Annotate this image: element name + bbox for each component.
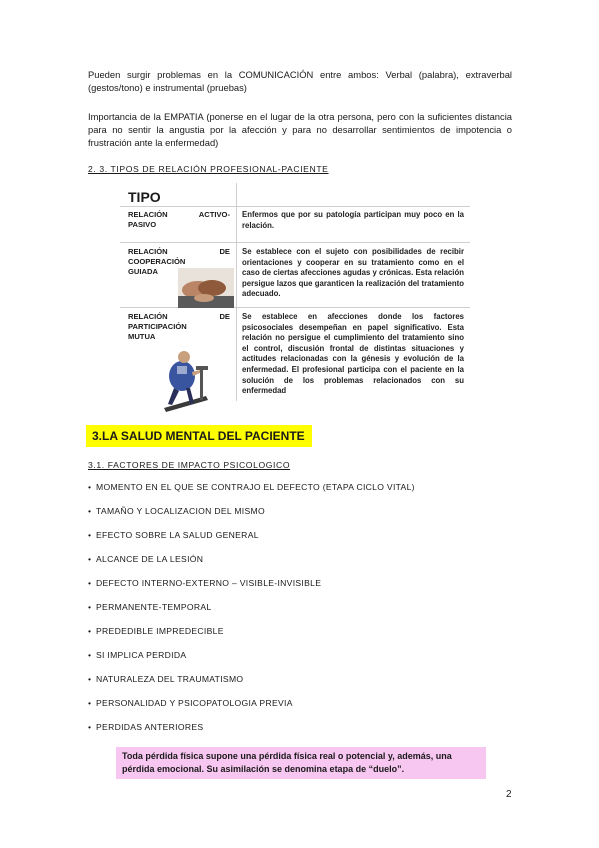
list-item-text: PERMANENTE-TEMPORAL [96,602,212,612]
row-label-line: PARTICIPACIÓN [128,322,187,331]
list-item-text: EFECTO SOBRE LA SALUD GENERAL [96,530,259,540]
list-item-text: TAMAÑO Y LOCALIZACION DEL MISMO [96,506,265,516]
list-item [88,578,321,588]
bullet-marker: • [88,482,92,492]
treadmill-man-illustration [156,346,214,412]
intro-paragraph-empathy: Importancia de la EMPATIA (ponerse en el lugar de la otra persona, pero con la suficientes distancia para no sentir la angustia por la afección y para no desarrollar sentimientos de impotencia o frustración ante la enfermedad) [88,111,512,148]
page-number: 2 [506,789,512,800]
list-item-text: PERSONALIDAD Y PSICOPATOLOGIA PREVIA [96,698,293,708]
table-rule [120,242,470,243]
row-label-line: COOPERACIÓN [128,257,186,266]
list-item [88,602,212,612]
row-description: Enfermos que por su patología participan muy poco en la relación. [242,210,464,230]
list-item-text: PREDEDIBLE IMPREDECIBLE [96,626,224,636]
list-item [88,626,224,636]
list-item-text: NATURALEZA DEL TRAUMATISMO [96,674,244,684]
hands-illustration [178,268,234,308]
bullet-marker: • [88,626,92,636]
intro-paragraph-communication: Pueden surgir problemas en la COMUNICACIÓN entre ambos: Verbal (palabra), extraverbal (gestos/tono) e instrumental (pruebas) [88,69,512,93]
section-2-3-title: 2. 3. TIPOS DE RELACIÓN PROFESIONAL-PACIENTE [88,164,329,174]
row-label-line: RELACIÓN DE [128,247,230,256]
bullet-marker: • [88,578,92,588]
section-3-1-title: 3.1. FACTORES DE IMPACTO PSICOLOGICO [88,460,291,470]
list-item [88,650,186,660]
bullet-marker: • [88,554,92,564]
list-item-text: PERDIDAS ANTERIORES [96,722,204,732]
table-rule [120,307,470,308]
bullet-marker: • [88,602,92,612]
table-row [120,247,470,309]
list-item [88,722,203,732]
bullet-marker: • [88,530,92,540]
grief-note-text: Toda pérdida física supone una pérdida física real o potencial y, además, una pérdida emocional. Su asimilación se denomina etapa de “duelo”. [122,751,452,774]
row-description: Se establece en afecciones donde los factores psicosociales desempeñan en papel significativo. Esta relación no persigue el cumplimiento del tratamiento sino el control, discusión frontal de distintas situaciones y actitudes relacionadas con la génesis y evolución de la enfermedad. El profesional participa con el paciente en la solución de los problemas relacionados con su enfermedad [242,312,464,396]
list-item [88,506,265,516]
list-item-text: MOMENTO EN EL QUE SE CONTRAJO EL DEFECTO (ETAPA CICLO VITAL) [96,482,415,492]
section-3-heading-highlight [86,425,312,447]
list-item [88,530,259,540]
row-label-line: PASIVO [128,220,157,229]
row-label-line: GUIADA [128,267,158,276]
bullet-marker: • [88,698,92,708]
list-item-text: SI IMPLICA PERDIDA [96,650,187,660]
bullet-marker: • [88,650,92,660]
row-label-line: MUTUA [128,332,156,341]
list-item-text: ALCANCE DE LA LESIÓN [96,554,204,564]
list-item [88,482,415,492]
bullet-marker: • [88,674,92,684]
list-item [88,554,203,564]
list-item [88,698,293,708]
row-label-line: RELACIÓN DE [128,312,230,321]
table-rule [120,206,470,207]
table-row [120,210,470,246]
bullet-marker: • [88,722,92,732]
row-label-line: RELACIÓN ACTIVO- [128,210,230,219]
list-item [88,674,243,684]
table-header-tipo: TIPO [128,189,161,205]
bullet-marker: • [88,506,92,516]
grief-note-highlight [116,747,486,779]
section-3-title: 3.LA SALUD MENTAL DEL PACIENTE [92,429,305,443]
row-label [128,210,230,230]
list-item-text: DEFECTO INTERNO-EXTERNO – VISIBLE-INVISIBLE [96,578,322,588]
row-label [128,312,230,342]
row-description: Se establece con el sujeto con posibilidades de recibir orientaciones y cooperar en su tratamiento como en el caso de ciertas afecciones agudas y crónicas. Esta relación persigue lazos que garanticen la realización del tratamiento adecuado. [242,247,464,299]
